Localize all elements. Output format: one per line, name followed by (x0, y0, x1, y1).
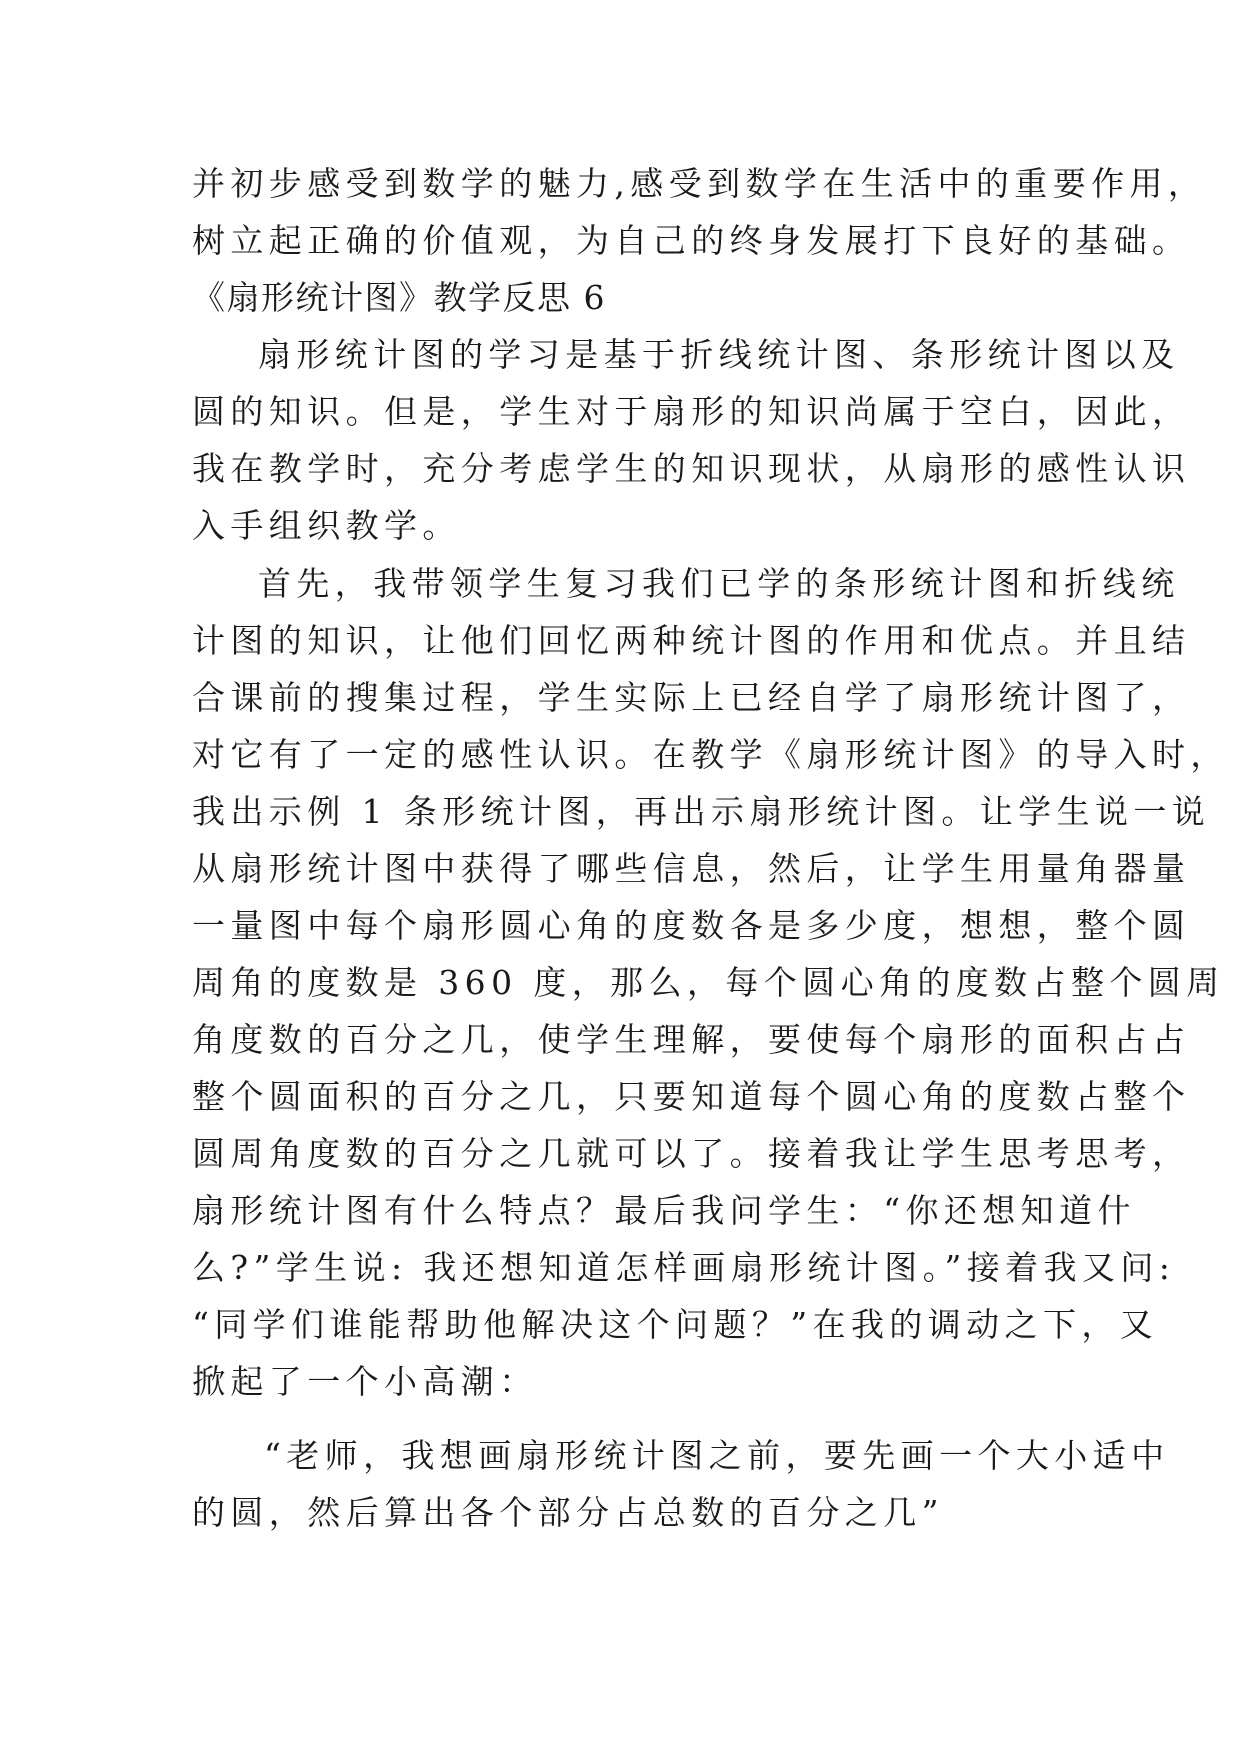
text-line: “同学们谁能帮助他解决这个问题？”在我的调动之下，又 (192, 1305, 1159, 1344)
text-line: 角度数的百分之几，使学生理解，要使每个扇形的面积占占 (192, 1020, 1191, 1059)
text-line: 圆周角度数的百分之几就可以了。接着我让学生思考思考， (192, 1134, 1191, 1173)
text-line: 计图的知识，让他们回忆两种统计图的作用和优点。并且结 (192, 621, 1191, 660)
text-line: 周角的度数是 360 度，那么，每个圆心角的度数占整个圆周 (192, 963, 1225, 1002)
text-line: 扇形统计图有什么特点？最后我问学生：“你还想知道什 (192, 1191, 1136, 1230)
section-title: 《扇形统计图》教学反思 6 (192, 278, 606, 317)
text-line: 圆的知识。但是，学生对于扇形的知识尚属于空白，因此， (192, 392, 1191, 431)
text-line: 我出示例 1 条形统计图，再出示扇形统计图。让学生说一说 (192, 792, 1211, 831)
text-line: 并初步感受到数学的魅力,感受到数学在生活中的重要作用， (192, 164, 1207, 203)
text-line: 入手组织教学。 (192, 506, 461, 545)
text-line: 么?”学生说: 我还想知道怎样画扇形统计图。”接着我又问: (192, 1248, 1176, 1287)
text-line: 从扇形统计图中获得了哪些信息，然后，让学生用量角器量 (192, 849, 1191, 888)
text-line: 整个圆面积的百分之几，只要知道每个圆心角的度数占整个 (192, 1077, 1191, 1116)
text-line: 合课前的搜集过程，学生实际上已经自学了扇形统计图了， (192, 678, 1191, 717)
paragraph-first-line: 扇形统计图的学习是基于折线统计图、条形统计图以及 (258, 335, 1180, 374)
text-line: 对它有了一定的感性认识。在教学《扇形统计图》的导入时， (192, 735, 1229, 774)
text-line: 我在教学时，充分考虑学生的知识现状，从扇形的感性认识 (192, 449, 1191, 488)
text-line: 树立起正确的价值观，为自己的终身发展打下良好的基础。 (192, 221, 1191, 260)
text-line: 掀起了一个小高潮： (192, 1362, 538, 1401)
text-line: 的圆，然后算出各个部分占总数的百分之几” (192, 1493, 944, 1532)
quote-first-line: “老师，我想画扇形统计图之前，要先画一个大小适中 (264, 1436, 1170, 1475)
text-line: 一量图中每个扇形圆心角的度数各是多少度，想想，整个圆 (192, 906, 1191, 945)
paragraph-first-line: 首先，我带领学生复习我们已学的条形统计图和折线统 (258, 564, 1180, 603)
